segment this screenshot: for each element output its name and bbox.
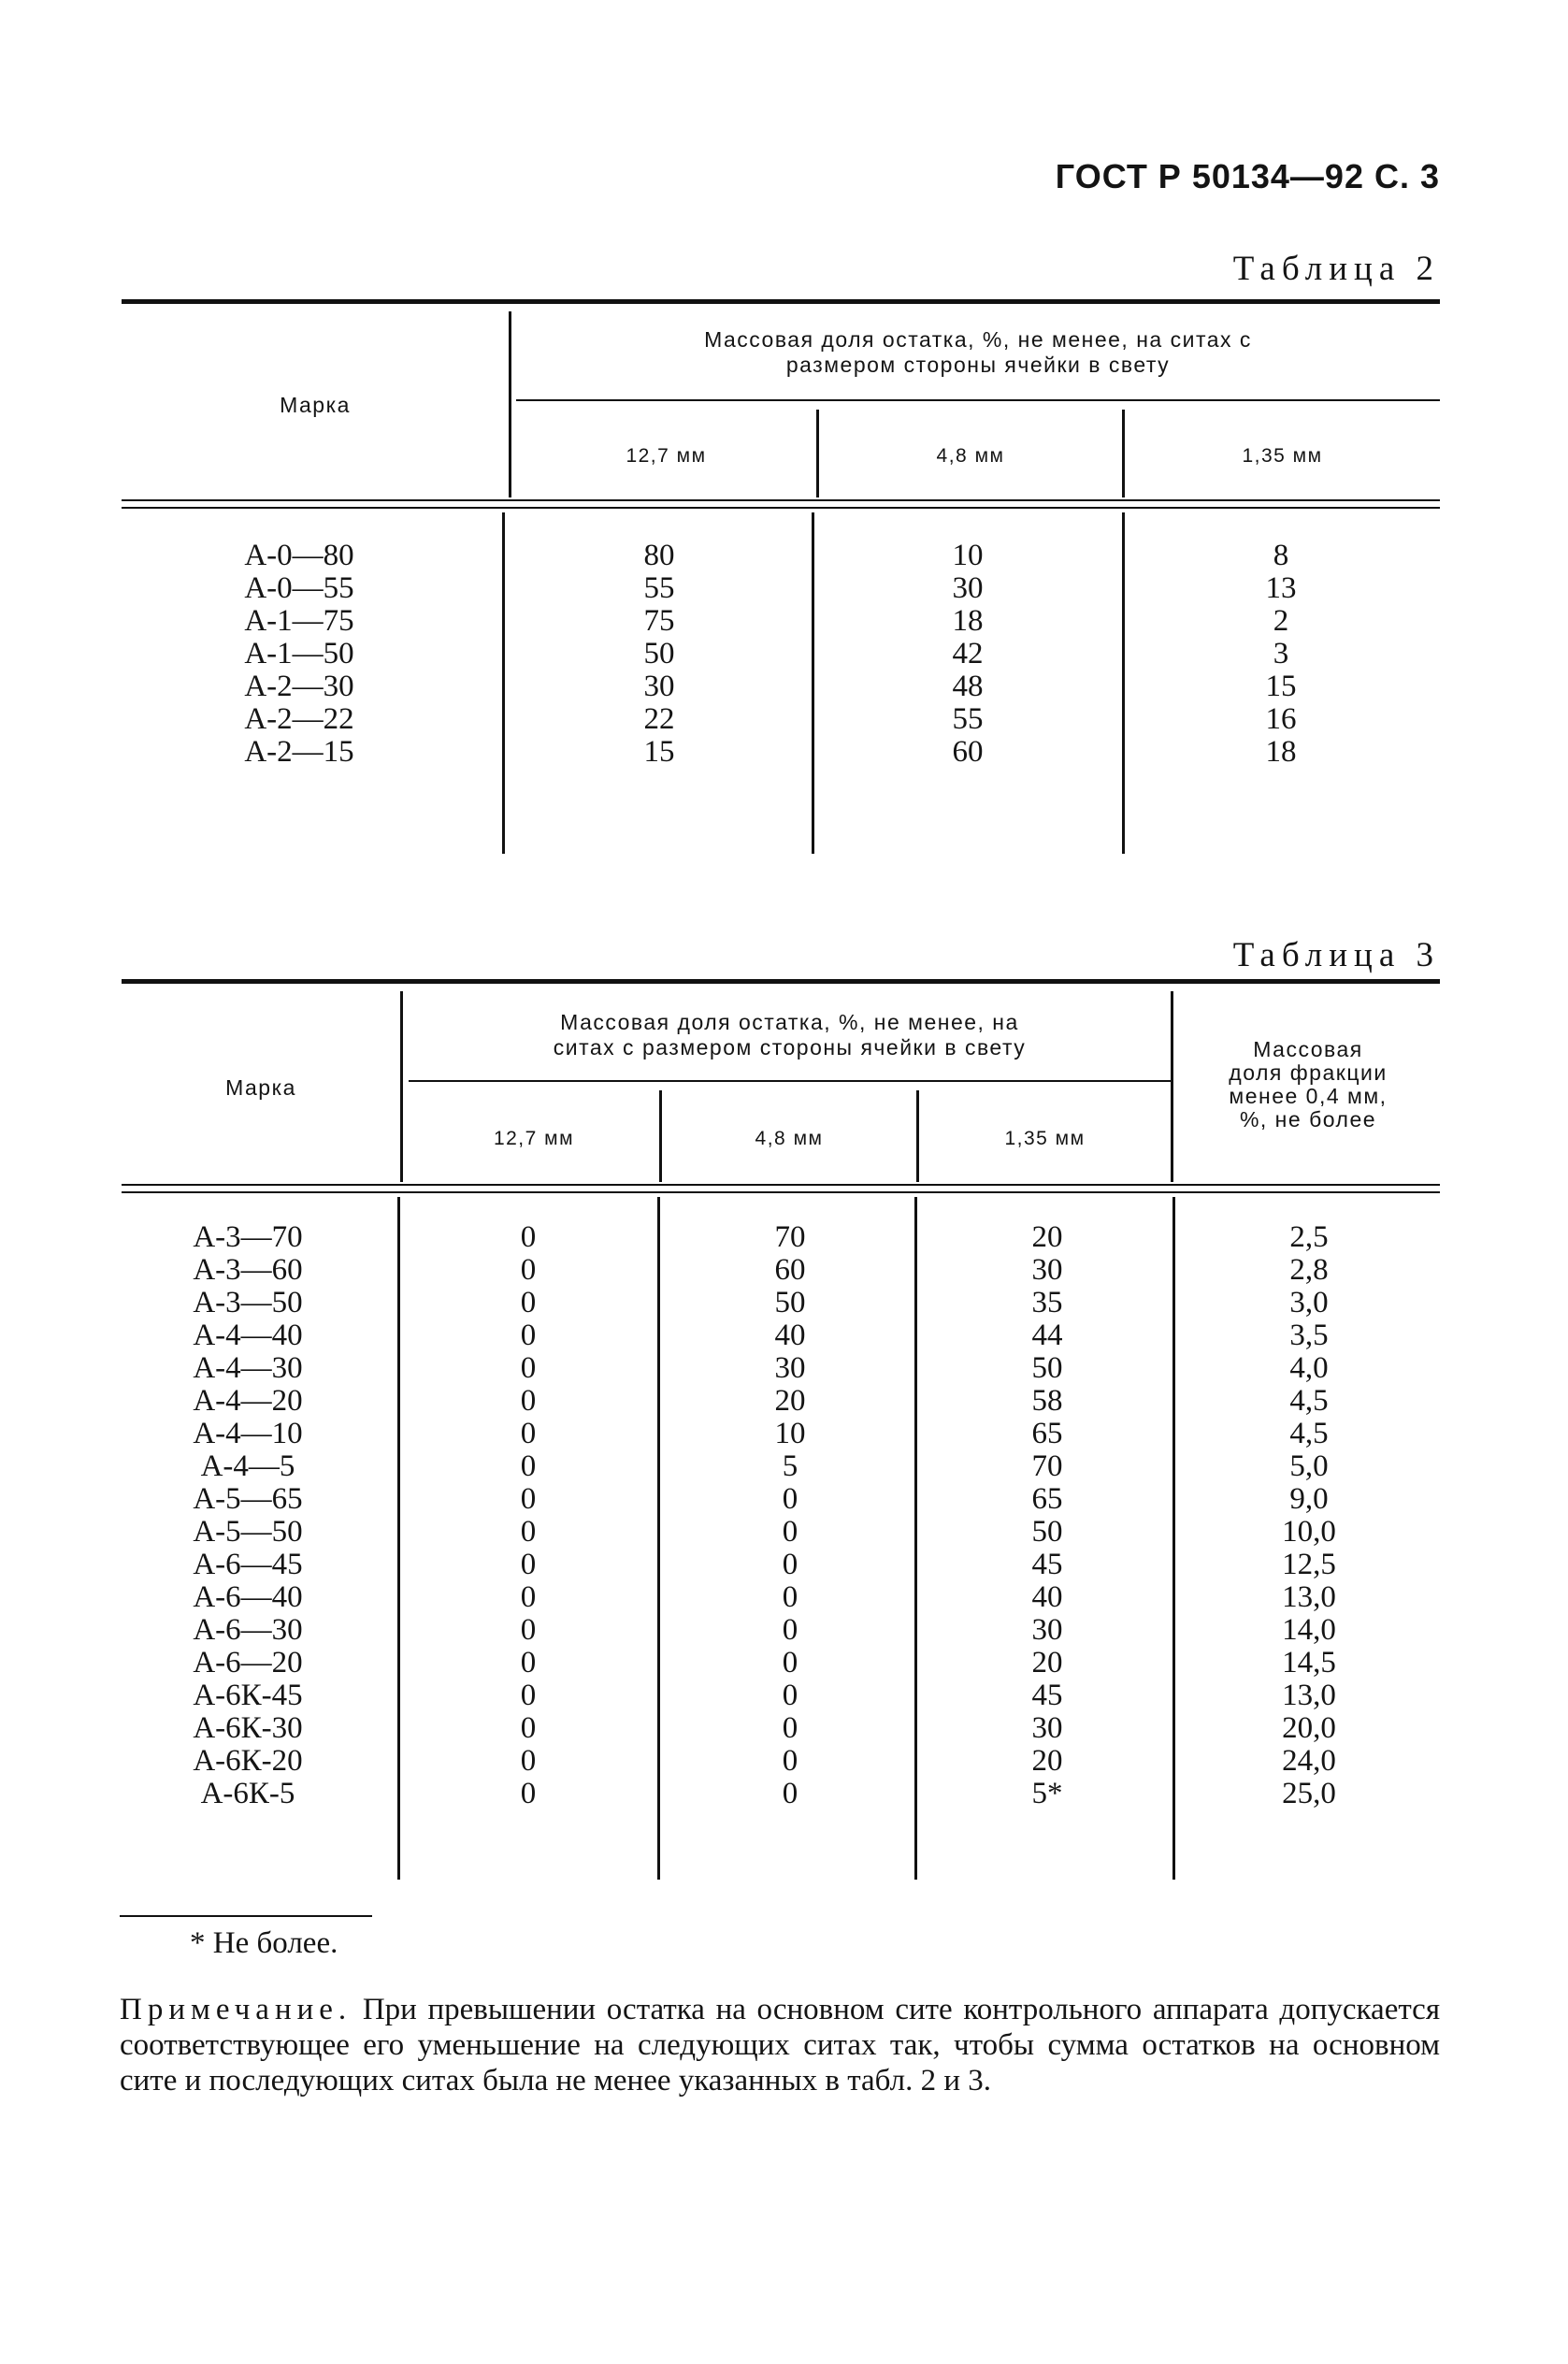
table-3-value-fraction-cell: 10,0 [1282, 1515, 1336, 1549]
table-3-value-12-7-cell: 0 [520, 1548, 537, 1581]
table-3-value-fraction-cell: 9,0 [1289, 1482, 1329, 1516]
table-3-value-4-8-cell: 5 [782, 1449, 798, 1483]
table-3-value-fraction-cell: 12,5 [1282, 1548, 1336, 1581]
table-3-value-4-8-cell: 40 [774, 1319, 806, 1352]
table-3-group-header [409, 1010, 1171, 1060]
table-3-marka-cell: А-6К-30 [193, 1711, 303, 1745]
table-3-marka-cell: А-4—40 [193, 1319, 303, 1352]
table-3-size-header-2: 4,8 мм [755, 1128, 824, 1149]
table-3-value-4-8-cell: 0 [782, 1580, 798, 1614]
table-3-size-header-1: 12,7 мм [493, 1128, 575, 1149]
footnote-rule [120, 1915, 372, 1917]
table-3-size-header-3: 1,35 мм [1004, 1128, 1086, 1149]
table-3-value-12-7-cell: 0 [520, 1744, 537, 1778]
table-3-column-4-8 [711, 1221, 870, 1810]
table-2-value-12-7-cell: 15 [643, 735, 675, 769]
page-header: ГОСТ Р 50134—92 С. 3 [1055, 157, 1440, 195]
table-2-value-12-7-cell: 80 [643, 539, 675, 572]
table-2-marka-column [187, 540, 411, 769]
table-3-value-fraction-cell: 13,0 [1282, 1580, 1336, 1614]
table-2-value-1-35-cell: 15 [1265, 670, 1297, 703]
table-3-vline-body-4 [1172, 1197, 1175, 1880]
table-2-marka-header: Марка [280, 393, 351, 417]
table-3-value-12-7-cell: 0 [520, 1711, 537, 1745]
table-3-value-1-35-cell: 20 [1031, 1220, 1063, 1254]
table-2-marka-cell: А-2—15 [244, 735, 354, 769]
table-3-value-1-35-cell: 30 [1031, 1253, 1063, 1287]
table-3-value-4-8-cell: 0 [782, 1482, 798, 1516]
table-3-header-rule-1 [122, 1184, 1440, 1186]
table-3-value-1-35-cell: 58 [1031, 1384, 1063, 1418]
table-3-value-12-7-cell: 0 [520, 1384, 537, 1418]
table-3-value-fraction-cell: 14,5 [1282, 1646, 1336, 1679]
table-2-value-4-8-cell: 55 [952, 702, 984, 736]
table-3-group-header-line-1: Массовая доля остатка, %, не менее, на [560, 1010, 1019, 1034]
table-3-marka-cell: А-3—70 [193, 1220, 303, 1254]
table-3-column-fraction [1216, 1221, 1403, 1810]
table-2-vline-body-3 [1122, 512, 1125, 854]
table-3-value-12-7-cell: 0 [520, 1482, 537, 1516]
table-3-value-1-35-cell: 30 [1031, 1613, 1063, 1647]
table-2-value-12-7-cell: 30 [643, 670, 675, 703]
table-2-value-4-8-cell: 42 [952, 637, 984, 670]
table-3-value-fraction-cell: 14,0 [1282, 1613, 1336, 1647]
table-2-value-4-8-cell: 18 [952, 604, 984, 638]
table-3-value-12-7-cell: 0 [520, 1613, 537, 1647]
table-3-vline-body-3 [914, 1197, 917, 1880]
table-3-value-fraction-cell: 4,5 [1289, 1384, 1329, 1418]
table-3-value-4-8-cell: 0 [782, 1679, 798, 1712]
table-3-value-12-7-cell: 0 [520, 1646, 537, 1679]
table-3-marka-cell: А-4—5 [200, 1449, 295, 1483]
table-3-value-1-35-cell: 45 [1031, 1679, 1063, 1712]
table-3-marka-cell: А-4—10 [193, 1417, 303, 1450]
table-2-caption: Таблица 2 [1232, 250, 1440, 288]
table-2-size-header-2: 4,8 мм [936, 445, 1005, 467]
table-3-value-1-35-cell: 65 [1031, 1417, 1063, 1450]
table-3-marka-cell: А-6—30 [193, 1613, 303, 1647]
table-2-value-12-7-cell: 50 [643, 637, 675, 670]
table-2-group-header-line-2: размером стороны ячейки в свету [785, 353, 1171, 377]
table-2-group-header-line-1: Массовая доля остатка, %, не менее, на ситах с [704, 327, 1252, 352]
table-3-fraction-header-line-4: %, не более [1239, 1107, 1377, 1132]
table-2-header-rule-1 [122, 499, 1440, 501]
table-2-group-header [516, 327, 1440, 378]
table-3-fraction-header-line-2: доля фракции [1229, 1060, 1388, 1085]
table-3-value-fraction-cell: 2,5 [1289, 1220, 1329, 1254]
table-3-value-12-7-cell: 0 [520, 1319, 537, 1352]
note-label: Примечание. [120, 1993, 352, 2026]
table-3-value-fraction-cell: 3,5 [1289, 1319, 1329, 1352]
table-2-vline-body-1 [502, 512, 505, 854]
table-3-value-4-8-cell: 0 [782, 1613, 798, 1647]
table-2-marka-cell: А-0—80 [244, 539, 354, 572]
table-3-marka-cell: А-6К-45 [193, 1679, 303, 1712]
table-3-fraction-header-line-1: Массовая [1253, 1037, 1363, 1061]
table-3-value-4-8-cell: 70 [774, 1220, 806, 1254]
table-3-marka-cell: А-5—50 [193, 1515, 303, 1549]
table-2-marka-cell: А-1—50 [244, 637, 354, 670]
table-3-vline-head-4 [1171, 991, 1173, 1182]
table-3-value-4-8-cell: 0 [782, 1548, 798, 1581]
table-3-vline-body-1 [397, 1197, 400, 1880]
table-3-header-rule-2 [122, 1191, 1440, 1193]
table-3-marka-cell: А-3—50 [193, 1286, 303, 1319]
table-3-value-4-8-cell: 0 [782, 1646, 798, 1679]
table-2-value-1-35-cell: 13 [1265, 571, 1297, 605]
table-3-value-4-8-cell: 30 [774, 1351, 806, 1385]
table-2-marka-cell: А-1—75 [244, 604, 354, 638]
table-2-group-rule [516, 399, 1440, 401]
table-3-marka-cell: А-3—60 [193, 1253, 303, 1287]
table-3-value-4-8-cell: 60 [774, 1253, 806, 1287]
table-3-value-fraction-cell: 4,5 [1289, 1417, 1329, 1450]
table-3-group-header-line-2: ситах с размером стороны ячейки в свету [553, 1035, 1027, 1059]
table-2-header-rule-2 [122, 507, 1440, 509]
table-2-value-1-35-cell: 8 [1273, 539, 1289, 572]
table-3-marka-cell: А-4—20 [193, 1384, 303, 1418]
table-2-value-1-35-cell: 3 [1273, 637, 1289, 670]
table-2-column-4-8 [865, 540, 1071, 769]
table-3-value-fraction-cell: 24,0 [1282, 1744, 1336, 1778]
table-3-value-12-7-cell: 0 [520, 1580, 537, 1614]
table-2-value-12-7-cell: 22 [643, 702, 675, 736]
table-3-value-fraction-cell: 20,0 [1282, 1711, 1336, 1745]
table-3-value-1-35-cell: 35 [1031, 1286, 1063, 1319]
table-3-value-1-35-cell: 20 [1031, 1744, 1063, 1778]
table-3-column-12-7 [449, 1221, 608, 1810]
table-2-value-1-35-cell: 2 [1273, 604, 1289, 638]
table-3-marka-cell: А-6—20 [193, 1646, 303, 1679]
table-3-value-4-8-cell: 0 [782, 1711, 798, 1745]
table-3-value-12-7-cell: 0 [520, 1253, 537, 1287]
table-2-marka-cell: А-2—22 [244, 702, 354, 736]
note-paragraph [120, 1992, 1440, 2098]
table-3-value-1-35-cell: 70 [1031, 1449, 1063, 1483]
table-3-value-1-35-cell: 65 [1031, 1482, 1063, 1516]
table-3-value-4-8-cell: 0 [782, 1744, 798, 1778]
table-3-value-12-7-cell: 0 [520, 1449, 537, 1483]
footnote: * Не более. [190, 1926, 338, 1960]
table-3-value-fraction-cell: 5,0 [1289, 1449, 1329, 1483]
table-3-value-12-7-cell: 0 [520, 1220, 537, 1254]
table-3-value-4-8-cell: 0 [782, 1515, 798, 1549]
table-3-value-12-7-cell: 0 [520, 1417, 537, 1450]
table-3-value-1-35-cell: 40 [1031, 1580, 1063, 1614]
table-3-marka-cell: А-6—40 [193, 1580, 303, 1614]
table-3-top-rule [122, 979, 1440, 984]
table-3-column-1-35 [968, 1221, 1127, 1810]
table-2-value-4-8-cell: 10 [952, 539, 984, 572]
table-3-value-4-8-cell: 10 [774, 1417, 806, 1450]
table-3-marka-cell: А-6К-20 [193, 1744, 303, 1778]
table-3-vline-head-1 [400, 991, 403, 1182]
table-3-value-12-7-cell: 0 [520, 1679, 537, 1712]
table-3-value-1-35-cell: 50 [1031, 1515, 1063, 1549]
table-3-marka-cell: А-5—65 [193, 1482, 303, 1516]
table-3-group-rule [409, 1080, 1171, 1082]
table-2-vline-head-1 [509, 311, 511, 497]
table-2-value-4-8-cell: 30 [952, 571, 984, 605]
table-2-value-4-8-cell: 60 [952, 735, 984, 769]
table-3-marka-column [140, 1221, 355, 1810]
table-3-marka-cell: А-6—45 [193, 1548, 303, 1581]
table-3-vline-body-2 [657, 1197, 660, 1880]
table-2-value-1-35-cell: 16 [1265, 702, 1297, 736]
table-3-value-fraction-cell: 3,0 [1289, 1286, 1329, 1319]
note-text: При превышении остатка на основном сите контрольного аппарата допускается соответствующее его уменьшение на следующих ситах так, чтобы сумма остатков на основном сите и последующих ситах была не менее указанных в табл. 2 и 3. [120, 1993, 1440, 2097]
table-3-value-12-7-cell: 0 [520, 1286, 537, 1319]
table-2-column-1-35 [1178, 540, 1384, 769]
table-2-marka-cell: А-0—55 [244, 571, 354, 605]
table-3-caption: Таблица 3 [1232, 936, 1440, 974]
table-3-value-4-8-cell: 20 [774, 1384, 806, 1418]
table-3-value-12-7-cell: 0 [520, 1351, 537, 1385]
table-2-marka-cell: А-2—30 [244, 670, 354, 703]
table-3-fraction-header [1176, 1038, 1440, 1132]
table-2-top-rule [122, 299, 1440, 304]
table-3-value-fraction-cell: 4,0 [1289, 1351, 1329, 1385]
table-2-vline-body-2 [812, 512, 814, 854]
table-3-value-4-8-cell: 50 [774, 1286, 806, 1319]
table-2-value-12-7-cell: 75 [643, 604, 675, 638]
table-2-value-1-35-cell: 18 [1265, 735, 1297, 769]
table-3-marka-cell: А-6К-5 [200, 1777, 295, 1810]
table-3-value-12-7-cell: 0 [520, 1777, 537, 1810]
table-2-column-12-7 [561, 540, 757, 769]
table-3-value-1-35-cell: 50 [1031, 1351, 1063, 1385]
table-2-value-4-8-cell: 48 [952, 670, 984, 703]
table-3-value-1-35-cell: 44 [1031, 1319, 1063, 1352]
table-3-value-fraction-cell: 2,8 [1289, 1253, 1329, 1287]
table-3-value-1-35-cell: 30 [1031, 1711, 1063, 1745]
table-3-value-1-35-cell: 45 [1031, 1548, 1063, 1581]
table-3-value-fraction-cell: 25,0 [1282, 1777, 1336, 1810]
table-3-value-12-7-cell: 0 [520, 1515, 537, 1549]
table-3-value-fraction-cell: 13,0 [1282, 1679, 1336, 1712]
table-3-marka-header: Марка [225, 1075, 296, 1100]
table-2-size-header-1: 12,7 мм [626, 445, 707, 467]
table-3-value-1-35-cell: 20 [1031, 1646, 1063, 1679]
table-3-fraction-header-line-3: менее 0,4 мм, [1229, 1084, 1388, 1108]
table-3-marka-cell: А-4—30 [193, 1351, 303, 1385]
table-3-value-4-8-cell: 0 [782, 1777, 798, 1810]
table-2-value-12-7-cell: 55 [643, 571, 675, 605]
table-3-value-1-35-cell: 5* [1031, 1777, 1063, 1810]
table-2-size-header-3: 1,35 мм [1242, 445, 1323, 467]
